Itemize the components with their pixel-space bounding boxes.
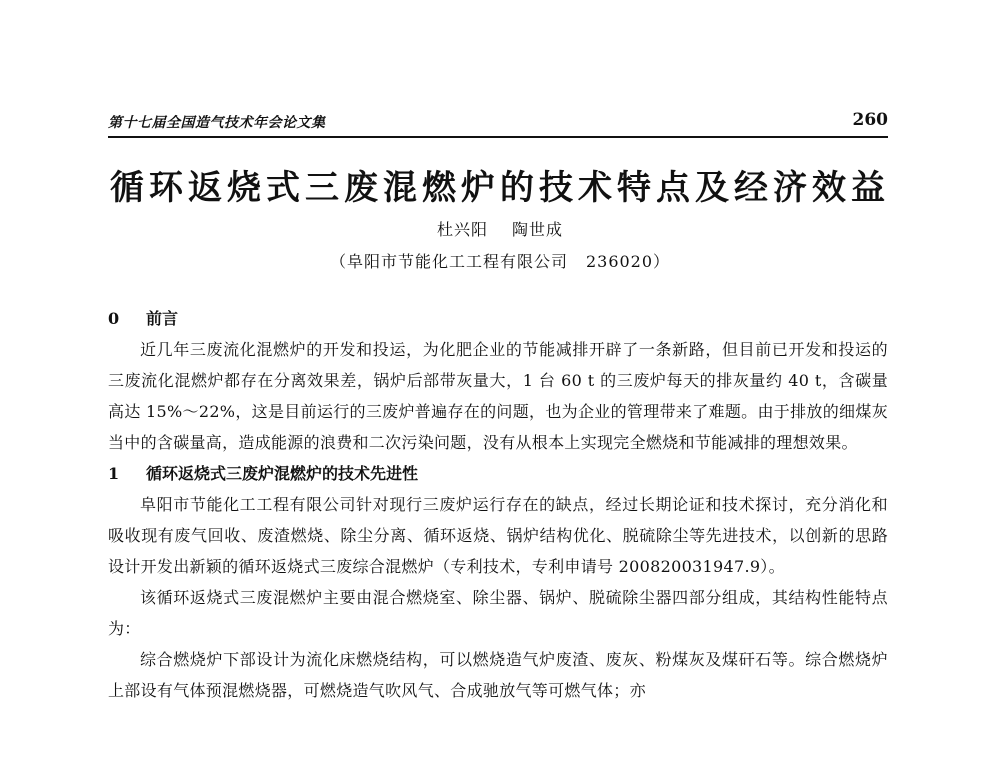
page-number: 260	[852, 110, 888, 130]
journal-title: 第十七届全国造气技术年会论文集	[108, 115, 326, 131]
section-title: 前言	[146, 309, 179, 328]
affiliation-name: （阜阳市节能化工工程有限公司	[329, 252, 568, 271]
paragraph: 该循环返烧式三废混燃炉主要由混合燃烧室、除尘器、锅炉、脱硫除尘器四部分组成，其结构性能特点为：	[108, 588, 888, 638]
article-body	[108, 303, 888, 706]
paragraph: 综合燃烧炉下部设计为流化床燃烧结构，可以燃烧造气炉废渣、废灰、粉煤灰及煤矸石等。综合燃烧炉上部设有气体预混燃烧器，可燃烧造气吹风气、合成驰放气等可燃气体；亦	[108, 650, 888, 700]
section-heading-1	[108, 458, 888, 489]
affiliation	[100, 249, 900, 272]
author-name: 陶世成	[512, 220, 564, 239]
section-heading-0	[108, 303, 888, 334]
section-number: 1	[108, 464, 120, 483]
paragraph: 近几年三废流化混燃炉的开发和投运，为化肥企业的节能减排开辟了一条新路，但目前已开发和投运的三废流化混燃炉都存在分离效果差，锅炉后部带灰量大，1 台 60 t 的三废炉每天的排灰量约 40 t，含碳量高达 15%～22%，这是目前运行的三废炉普遍存在的问题，也为企业的管理带来了难题。由于排放的细煤灰当中的含碳量高，造成能源的浪费和二次污染问题，没有从根本上实现完全燃烧和节能减排的理想效果。	[108, 340, 888, 452]
postal-code: 236020）	[585, 252, 671, 271]
paragraph: 阜阳市节能化工工程有限公司针对现行三废炉运行存在的缺点，经过长期论证和技术探讨，充分消化和吸收现有废气回收、废渣燃烧、除尘分离、循环返烧、锅炉结构优化、脱硫除尘等先进技术，以创新的思路设计开发出新颖的循环返烧式三废综合混燃炉（专利技术，专利申请号 200820031947.9）。	[108, 495, 888, 576]
authors	[100, 217, 900, 240]
author-name: 杜兴阳	[436, 220, 488, 239]
section-title: 循环返烧式三废炉混燃炉的技术先进性	[146, 464, 419, 483]
paper-title: 循环返烧式三废混燃炉的技术特点及经济效益	[110, 168, 890, 208]
section-number: 0	[108, 309, 120, 328]
running-header	[108, 112, 888, 138]
